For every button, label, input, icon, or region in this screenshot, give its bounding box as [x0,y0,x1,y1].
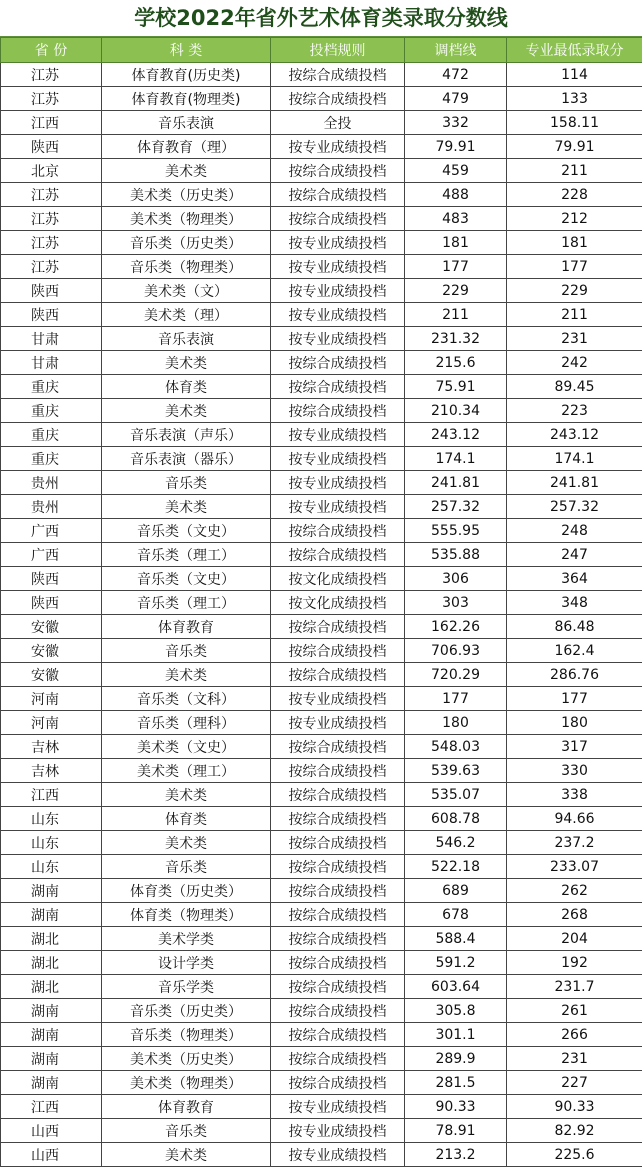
category-cell: 音乐类（物理类） [102,1023,271,1047]
province-cell: 陕西 [1,303,102,327]
province-cell: 贵州 [1,471,102,495]
table-row [1,111,642,135]
category-cell: 音乐类（历史类） [102,999,271,1023]
category-cell: 音乐表演 [102,111,271,135]
cutoff-cell: 608.78 [405,807,507,831]
cutoff-cell: 162.26 [405,615,507,639]
rule-cell: 按综合成绩投档 [271,375,405,399]
table-row [1,351,642,375]
province-cell: 湖南 [1,999,102,1023]
min-score-cell: 177 [507,255,642,279]
rule-cell: 按综合成绩投档 [271,807,405,831]
cutoff-cell: 472 [405,63,507,87]
category-cell: 体育类（历史类） [102,879,271,903]
province-cell: 江苏 [1,207,102,231]
category-cell: 美术类（历史类） [102,1047,271,1071]
min-score-cell: 227 [507,1071,642,1095]
table-row [1,879,642,903]
header-admission-rule: 投档规则 [271,38,405,63]
min-score-cell: 229 [507,279,642,303]
province-cell: 山东 [1,831,102,855]
score-table [0,37,642,1167]
province-cell: 安徽 [1,663,102,687]
cutoff-cell: 243.12 [405,423,507,447]
category-cell: 音乐类（历史类） [102,231,271,255]
category-cell: 音乐类（理科） [102,711,271,735]
rule-cell: 按综合成绩投档 [271,399,405,423]
rule-cell: 按综合成绩投档 [271,663,405,687]
min-score-cell: 114 [507,63,642,87]
rule-cell: 按专业成绩投档 [271,1143,405,1167]
province-cell: 吉林 [1,759,102,783]
cutoff-cell: 588.4 [405,927,507,951]
province-cell: 河南 [1,711,102,735]
province-cell: 山东 [1,855,102,879]
category-cell: 美术类 [102,351,271,375]
table-row [1,183,642,207]
province-cell: 陕西 [1,135,102,159]
table-row [1,231,642,255]
province-cell: 江苏 [1,87,102,111]
cutoff-cell: 303 [405,591,507,615]
min-score-cell: 181 [507,231,642,255]
cutoff-cell: 479 [405,87,507,111]
category-cell: 音乐类 [102,639,271,663]
cutoff-cell: 535.88 [405,543,507,567]
table-row [1,63,642,87]
category-cell: 美术类 [102,783,271,807]
table-row [1,951,642,975]
province-cell: 湖南 [1,1023,102,1047]
province-cell: 湖南 [1,1047,102,1071]
province-cell: 江苏 [1,63,102,87]
min-score-cell: 247 [507,543,642,567]
province-cell: 山西 [1,1143,102,1167]
rule-cell: 按综合成绩投档 [271,999,405,1023]
cutoff-cell: 305.8 [405,999,507,1023]
rule-cell: 按综合成绩投档 [271,207,405,231]
table-row [1,855,642,879]
rule-cell: 按综合成绩投档 [271,159,405,183]
province-cell: 湖南 [1,903,102,927]
rule-cell: 按综合成绩投档 [271,735,405,759]
category-cell: 体育教育(历史类) [102,63,271,87]
cutoff-cell: 78.91 [405,1119,507,1143]
category-cell: 美术类（理工） [102,759,271,783]
rule-cell: 按专业成绩投档 [271,423,405,447]
cutoff-cell: 678 [405,903,507,927]
province-cell: 重庆 [1,399,102,423]
cutoff-cell: 301.1 [405,1023,507,1047]
min-score-cell: 262 [507,879,642,903]
table-row [1,207,642,231]
min-score-cell: 228 [507,183,642,207]
cutoff-cell: 281.5 [405,1071,507,1095]
rule-cell: 按综合成绩投档 [271,759,405,783]
rule-cell: 按综合成绩投档 [271,783,405,807]
province-cell: 湖北 [1,927,102,951]
min-score-cell: 338 [507,783,642,807]
rule-cell: 按专业成绩投档 [271,327,405,351]
min-score-cell: 94.66 [507,807,642,831]
table-row [1,663,642,687]
min-score-cell: 237.2 [507,831,642,855]
table-row [1,567,642,591]
category-cell: 体育教育（理） [102,135,271,159]
rule-cell: 按专业成绩投档 [271,711,405,735]
cutoff-cell: 231.32 [405,327,507,351]
table-row [1,999,642,1023]
province-cell: 安徽 [1,615,102,639]
cutoff-cell: 459 [405,159,507,183]
table-row [1,711,642,735]
province-cell: 北京 [1,159,102,183]
rule-cell: 全投 [271,111,405,135]
province-cell: 山东 [1,807,102,831]
header-province: 省 份 [1,38,102,63]
category-cell: 美术类（历史类） [102,183,271,207]
cutoff-cell: 241.81 [405,471,507,495]
cutoff-cell: 174.1 [405,447,507,471]
table-row [1,1023,642,1047]
cutoff-cell: 210.34 [405,399,507,423]
cutoff-cell: 79.91 [405,135,507,159]
province-cell: 吉林 [1,735,102,759]
table-row [1,759,642,783]
category-cell: 设计学类 [102,951,271,975]
min-score-cell: 177 [507,687,642,711]
category-cell: 体育类 [102,807,271,831]
table-row [1,927,642,951]
table-body [1,63,642,1167]
category-cell: 美术类 [102,663,271,687]
cutoff-cell: 213.2 [405,1143,507,1167]
table-row [1,903,642,927]
min-score-cell: 317 [507,735,642,759]
header-cutoff-line: 调档线 [405,38,507,63]
category-cell: 美术学类 [102,927,271,951]
cutoff-cell: 720.29 [405,663,507,687]
cutoff-cell: 689 [405,879,507,903]
category-cell: 音乐类（文史） [102,567,271,591]
table-row [1,639,642,663]
min-score-cell: 211 [507,303,642,327]
province-cell: 重庆 [1,423,102,447]
min-score-cell: 231.7 [507,975,642,999]
min-score-cell: 242 [507,351,642,375]
province-cell: 湖北 [1,951,102,975]
province-cell: 江西 [1,783,102,807]
table-row [1,495,642,519]
table-row [1,735,642,759]
cutoff-cell: 483 [405,207,507,231]
province-cell: 重庆 [1,447,102,471]
province-cell: 广西 [1,519,102,543]
province-cell: 江苏 [1,183,102,207]
category-cell: 音乐类（物理类） [102,255,271,279]
rule-cell: 按专业成绩投档 [271,255,405,279]
cutoff-cell: 181 [405,231,507,255]
category-cell: 美术类（文） [102,279,271,303]
min-score-cell: 266 [507,1023,642,1047]
table-row [1,159,642,183]
rule-cell: 按综合成绩投档 [271,927,405,951]
rule-cell: 按专业成绩投档 [271,471,405,495]
table-row [1,783,642,807]
rule-cell: 按专业成绩投档 [271,279,405,303]
rule-cell: 按专业成绩投档 [271,1095,405,1119]
cutoff-cell: 555.95 [405,519,507,543]
cutoff-cell: 546.2 [405,831,507,855]
cutoff-cell: 180 [405,711,507,735]
rule-cell: 按综合成绩投档 [271,975,405,999]
cutoff-cell: 603.64 [405,975,507,999]
cutoff-cell: 90.33 [405,1095,507,1119]
cutoff-cell: 177 [405,687,507,711]
rule-cell: 按专业成绩投档 [271,495,405,519]
table-row [1,1119,642,1143]
header-row [1,38,642,63]
header-category: 科 类 [102,38,271,63]
category-cell: 音乐类 [102,855,271,879]
cutoff-cell: 591.2 [405,951,507,975]
province-cell: 山西 [1,1119,102,1143]
rule-cell: 按综合成绩投档 [271,351,405,375]
min-score-cell: 192 [507,951,642,975]
rule-cell: 按专业成绩投档 [271,1119,405,1143]
rule-cell: 按专业成绩投档 [271,135,405,159]
min-score-cell: 330 [507,759,642,783]
table-row [1,615,642,639]
category-cell: 美术类 [102,495,271,519]
min-score-cell: 231 [507,327,642,351]
page-title: 学校2022年省外艺术体育类录取分数线 [0,0,642,37]
province-cell: 广西 [1,543,102,567]
min-score-cell: 286.76 [507,663,642,687]
category-cell: 音乐类 [102,1119,271,1143]
cutoff-cell: 548.03 [405,735,507,759]
category-cell: 美术类（理） [102,303,271,327]
category-cell: 音乐类（理工） [102,591,271,615]
table-row [1,423,642,447]
min-score-cell: 162.4 [507,639,642,663]
min-score-cell: 89.45 [507,375,642,399]
cutoff-cell: 177 [405,255,507,279]
rule-cell: 按综合成绩投档 [271,543,405,567]
min-score-cell: 223 [507,399,642,423]
min-score-cell: 261 [507,999,642,1023]
cutoff-cell: 229 [405,279,507,303]
rule-cell: 按专业成绩投档 [271,687,405,711]
category-cell: 音乐类（文史） [102,519,271,543]
min-score-cell: 133 [507,87,642,111]
table-row [1,135,642,159]
cutoff-cell: 535.07 [405,783,507,807]
province-cell: 陕西 [1,279,102,303]
province-cell: 湖北 [1,975,102,999]
min-score-cell: 243.12 [507,423,642,447]
min-score-cell: 225.6 [507,1143,642,1167]
category-cell: 体育教育 [102,1095,271,1119]
table-row [1,279,642,303]
cutoff-cell: 306 [405,567,507,591]
province-cell: 湖南 [1,1071,102,1095]
category-cell: 美术类 [102,399,271,423]
category-cell: 体育类（物理类） [102,903,271,927]
min-score-cell: 233.07 [507,855,642,879]
table-row [1,1071,642,1095]
table-row [1,519,642,543]
category-cell: 体育教育 [102,615,271,639]
rule-cell: 按综合成绩投档 [271,903,405,927]
rule-cell: 按综合成绩投档 [271,831,405,855]
table-row [1,375,642,399]
cutoff-cell: 539.63 [405,759,507,783]
min-score-cell: 348 [507,591,642,615]
min-score-cell: 268 [507,903,642,927]
rule-cell: 按综合成绩投档 [271,615,405,639]
province-cell: 甘肃 [1,351,102,375]
min-score-cell: 204 [507,927,642,951]
rule-cell: 按综合成绩投档 [271,1023,405,1047]
cutoff-cell: 215.6 [405,351,507,375]
category-cell: 美术类 [102,159,271,183]
min-score-cell: 211 [507,159,642,183]
province-cell: 陕西 [1,567,102,591]
min-score-cell: 241.81 [507,471,642,495]
table-row [1,1143,642,1167]
min-score-cell: 174.1 [507,447,642,471]
cutoff-cell: 706.93 [405,639,507,663]
province-cell: 陕西 [1,591,102,615]
table-row [1,399,642,423]
table-row [1,447,642,471]
table-row [1,255,642,279]
cutoff-cell: 211 [405,303,507,327]
category-cell: 美术类（物理类） [102,207,271,231]
province-cell: 安徽 [1,639,102,663]
min-score-cell: 79.91 [507,135,642,159]
category-cell: 美术类 [102,831,271,855]
table-row [1,471,642,495]
cutoff-cell: 75.91 [405,375,507,399]
header-min-major-score: 专业最低录取分 [507,38,642,63]
rule-cell: 按综合成绩投档 [271,879,405,903]
province-cell: 江苏 [1,255,102,279]
table-row [1,1047,642,1071]
table-row [1,1095,642,1119]
table-row [1,831,642,855]
table-row [1,543,642,567]
rule-cell: 按综合成绩投档 [271,1047,405,1071]
category-cell: 音乐表演（声乐） [102,423,271,447]
table-row [1,87,642,111]
rule-cell: 按综合成绩投档 [271,87,405,111]
min-score-cell: 248 [507,519,642,543]
category-cell: 音乐类（理工） [102,543,271,567]
province-cell: 江西 [1,1095,102,1119]
cutoff-cell: 332 [405,111,507,135]
rule-cell: 按综合成绩投档 [271,519,405,543]
province-cell: 江苏 [1,231,102,255]
table-row [1,327,642,351]
rule-cell: 按文化成绩投档 [271,591,405,615]
category-cell: 音乐类 [102,471,271,495]
table-row [1,687,642,711]
category-cell: 音乐类（文科） [102,687,271,711]
table-row [1,591,642,615]
rule-cell: 按综合成绩投档 [271,63,405,87]
min-score-cell: 82.92 [507,1119,642,1143]
rule-cell: 按专业成绩投档 [271,231,405,255]
cutoff-cell: 488 [405,183,507,207]
category-cell: 美术类 [102,1143,271,1167]
province-cell: 贵州 [1,495,102,519]
rule-cell: 按专业成绩投档 [271,447,405,471]
category-cell: 美术类（物理类） [102,1071,271,1095]
province-cell: 湖南 [1,879,102,903]
rule-cell: 按综合成绩投档 [271,855,405,879]
category-cell: 美术类（文史） [102,735,271,759]
min-score-cell: 86.48 [507,615,642,639]
province-cell: 河南 [1,687,102,711]
rule-cell: 按专业成绩投档 [271,303,405,327]
category-cell: 音乐表演 [102,327,271,351]
category-cell: 音乐学类 [102,975,271,999]
min-score-cell: 180 [507,711,642,735]
province-cell: 甘肃 [1,327,102,351]
rule-cell: 按综合成绩投档 [271,1071,405,1095]
rule-cell: 按文化成绩投档 [271,567,405,591]
min-score-cell: 158.11 [507,111,642,135]
rule-cell: 按综合成绩投档 [271,639,405,663]
table-row [1,975,642,999]
cutoff-cell: 289.9 [405,1047,507,1071]
province-cell: 重庆 [1,375,102,399]
min-score-cell: 231 [507,1047,642,1071]
min-score-cell: 257.32 [507,495,642,519]
rule-cell: 按综合成绩投档 [271,951,405,975]
min-score-cell: 90.33 [507,1095,642,1119]
category-cell: 体育类 [102,375,271,399]
table-row [1,807,642,831]
cutoff-cell: 522.18 [405,855,507,879]
cutoff-cell: 257.32 [405,495,507,519]
category-cell: 音乐表演（器乐） [102,447,271,471]
province-cell: 江西 [1,111,102,135]
rule-cell: 按综合成绩投档 [271,183,405,207]
min-score-cell: 364 [507,567,642,591]
table-row [1,303,642,327]
category-cell: 体育教育(物理类) [102,87,271,111]
min-score-cell: 212 [507,207,642,231]
